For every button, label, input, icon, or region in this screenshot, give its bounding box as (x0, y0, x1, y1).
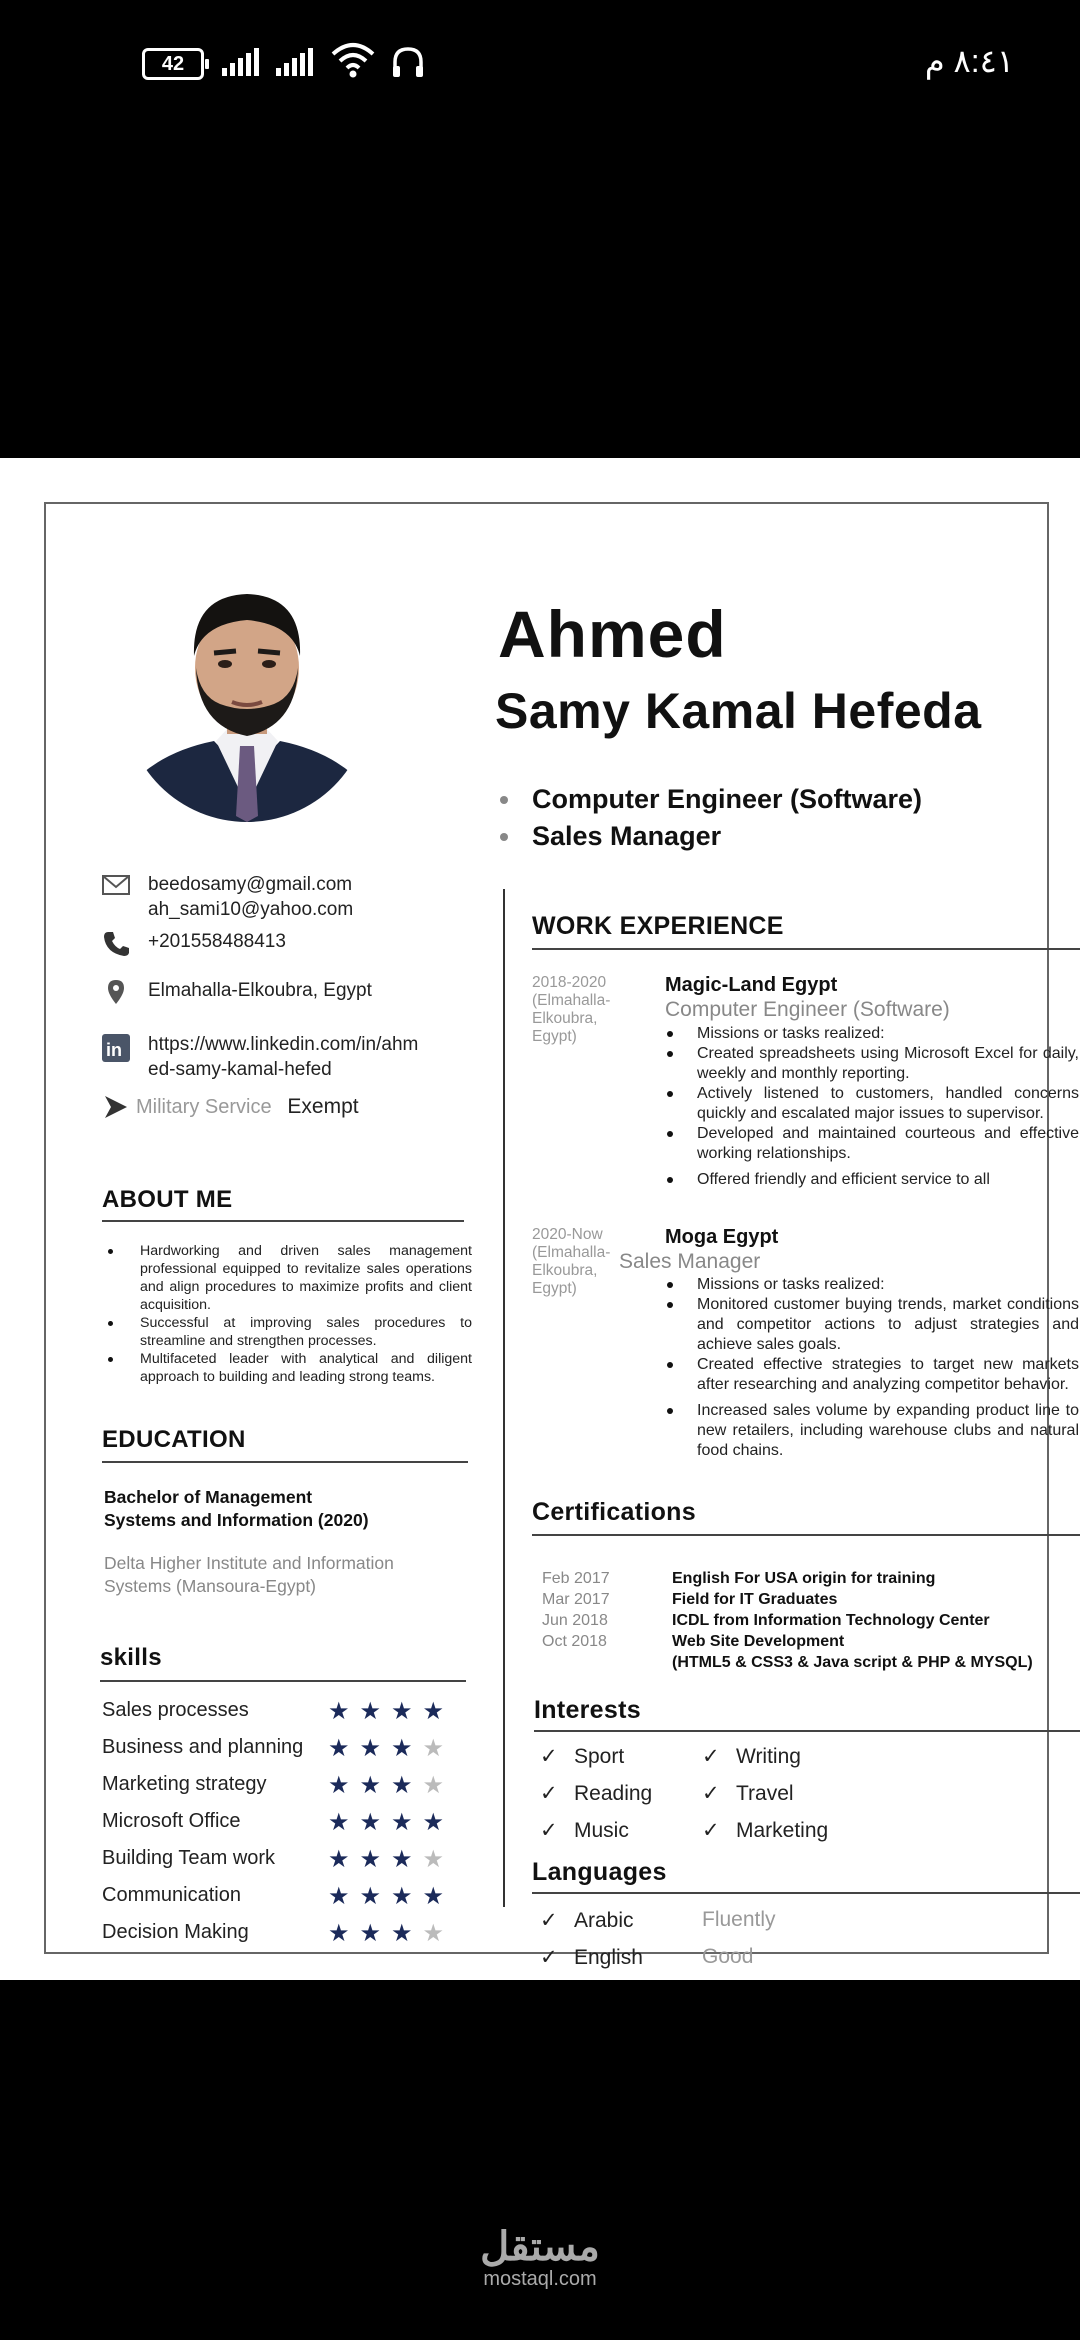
phone-icon (102, 929, 130, 957)
cert-title: Field for IT Graduates (672, 1591, 838, 1608)
star-empty-icon: ★ (422, 1735, 455, 1762)
star-empty-icon: ★ (422, 1846, 455, 1873)
location-text: Elmahalla-Elkoubra, Egypt (148, 980, 372, 1001)
education-heading: EDUCATION (102, 1426, 246, 1453)
interest-item (540, 1744, 624, 1769)
degree-line: Bachelor of Management (104, 1487, 313, 1507)
skill-rating (328, 1882, 454, 1911)
work-heading: WORK EXPERIENCE (532, 912, 784, 940)
skills-heading: skills (100, 1644, 162, 1671)
skill-row (102, 1810, 472, 1847)
skill-name: Business and planning (102, 1736, 304, 1758)
job-duties (665, 1275, 1079, 1461)
language-name: Arabic (574, 1909, 634, 1932)
languages-divider (532, 1892, 1080, 1894)
job-titles (498, 784, 922, 858)
military-value: Exempt (287, 1095, 359, 1118)
language-level: Fluently (702, 1908, 776, 1931)
skill-rating (328, 1734, 454, 1763)
language-item (540, 1945, 643, 1970)
language-level: Good (702, 1945, 754, 1968)
cert-title: ICDL from Information Technology Center (672, 1612, 990, 1629)
linkedin-url-line2: ed-samy-kamal-hefed (148, 1059, 332, 1080)
job-role: Computer Engineer (Software) (665, 998, 950, 1021)
location-pin-icon (102, 978, 130, 1006)
language-item (540, 1908, 634, 1933)
education-degree (104, 1486, 369, 1532)
check-icon: ✓ (540, 1909, 558, 1932)
interest-label: Travel (736, 1782, 794, 1805)
star-filled-icon: ★ (391, 1735, 423, 1762)
star-filled-icon: ★ (328, 1920, 360, 1947)
skill-row (102, 1773, 472, 1810)
star-filled-icon: ★ (328, 1735, 360, 1762)
cert-title: English For USA origin for training (672, 1570, 936, 1587)
degree-line: Systems and Information (2020) (104, 1510, 369, 1530)
job-date (532, 1226, 622, 1298)
interests-divider (534, 1730, 1080, 1732)
skill-row (102, 1736, 472, 1773)
check-icon: ✓ (702, 1819, 720, 1842)
certifications-heading: Certifications (532, 1498, 696, 1526)
star-filled-icon: ★ (391, 1846, 423, 1873)
star-filled-icon: ★ (391, 1883, 423, 1910)
job-duty: Developed and maintained courteous and effective working relationships. (665, 1124, 1079, 1164)
star-filled-icon: ★ (391, 1809, 423, 1836)
job-duties (665, 1024, 1079, 1190)
about-item: Successful at improving sales procedures to streamline and strengthen processes. (102, 1314, 472, 1350)
job-duty: Increased sales volume by expanding product line to new retailers, including warehouse clubs and natural food chains. (665, 1401, 1079, 1461)
star-filled-icon: ★ (422, 1883, 455, 1910)
brand-logo: مستقل (480, 2225, 600, 2269)
email-primary: beedosamy@gmail.com (148, 874, 353, 895)
skill-name: Building Team work (102, 1847, 276, 1869)
linkedin-icon (102, 1034, 130, 1062)
skill-row (102, 1847, 472, 1884)
skill-rating (328, 1771, 454, 1800)
star-filled-icon: ★ (422, 1698, 455, 1725)
languages-heading: Languages (532, 1858, 667, 1886)
svg-text:in: in (106, 1040, 122, 1060)
star-filled-icon: ★ (359, 1698, 392, 1725)
job-company: Magic-Land Egypt (665, 974, 838, 996)
interests-heading: Interests (534, 1696, 641, 1724)
clock: ٨:٤١ م (924, 43, 1014, 79)
skill-name: Sales processes (102, 1699, 249, 1721)
skill-rating (328, 1808, 454, 1837)
check-icon: ✓ (540, 1819, 558, 1842)
phone-number: +201558488413 (148, 931, 286, 952)
interest-label: Sport (574, 1745, 625, 1768)
job-years: 2020-Now (532, 1226, 603, 1243)
interest-item (540, 1781, 652, 1806)
job-duty: Offered friendly and efficient service to all (665, 1170, 1079, 1190)
status-bar (0, 0, 1080, 120)
headphones-icon (390, 44, 426, 80)
resume-frame (44, 502, 1079, 1969)
education-divider (102, 1461, 468, 1463)
job-title: Computer Engineer (Software) (498, 784, 922, 815)
certifications-divider (532, 1534, 1080, 1536)
skill-name: Communication (102, 1884, 241, 1906)
about-list (102, 1242, 472, 1386)
star-empty-icon: ★ (422, 1920, 455, 1947)
job-years: 2018-2020 (532, 974, 607, 991)
job-duty: Created spreadsheets using Microsoft Excel for daily, weekly and monthly reporting. (665, 1044, 1079, 1084)
skill-name: Marketing strategy (102, 1773, 267, 1795)
check-icon: ✓ (540, 1745, 558, 1768)
interest-label: Marketing (736, 1819, 829, 1842)
interest-item (702, 1781, 794, 1806)
skill-name: Decision Making (102, 1921, 249, 1943)
about-item: Hardworking and driven sales management professional equipped to revitalize sales operations and align procedures to maximize profits and client acquisition. (102, 1242, 472, 1314)
cert-title: Web Site Development (672, 1633, 845, 1650)
interest-item (702, 1818, 828, 1843)
job-duty: Monitored customer buying trends, market conditions and competitor actions to adjust strategies and achieve sales goals. (665, 1295, 1079, 1355)
star-filled-icon: ★ (359, 1846, 392, 1873)
job-duty: Missions or tasks realized: (665, 1275, 1079, 1295)
star-filled-icon: ★ (422, 1809, 455, 1836)
institute-line: Delta Higher Institute and Information (104, 1553, 394, 1573)
skill-rating (328, 1697, 454, 1726)
star-filled-icon: ★ (328, 1846, 360, 1873)
cert-date: Feb 2017 (542, 1570, 610, 1587)
check-icon: ✓ (540, 1946, 558, 1969)
check-icon: ✓ (540, 1782, 558, 1805)
star-filled-icon: ★ (328, 1772, 360, 1799)
star-filled-icon: ★ (328, 1698, 360, 1725)
star-filled-icon: ★ (391, 1698, 423, 1725)
cert-date: Mar 2017 (542, 1591, 610, 1608)
star-filled-icon: ★ (359, 1920, 392, 1947)
interest-label: Music (574, 1819, 629, 1842)
about-item: Multifaceted leader with analytical and diligent approach to building and leading strong teams. (102, 1350, 472, 1386)
job-place: (Elmahalla-Elkoubra, Egypt) (532, 992, 611, 1045)
star-filled-icon: ★ (328, 1809, 360, 1836)
cert-date: Oct 2018 (542, 1633, 607, 1650)
skill-name: Microsoft Office (102, 1810, 241, 1832)
interest-item (540, 1818, 629, 1843)
star-filled-icon: ★ (359, 1735, 392, 1762)
star-filled-icon: ★ (359, 1772, 392, 1799)
job-title: Sales Manager (498, 821, 922, 852)
email-secondary: ah_sami10@yahoo.com (148, 899, 354, 920)
first-name: Ahmed (498, 597, 727, 671)
signal-icon (222, 46, 262, 76)
interest-label: Reading (574, 1782, 653, 1805)
job-duty: Created effective strategies to target new markets after researching and analyzing competitor behavior. (665, 1355, 1079, 1395)
star-empty-icon: ★ (422, 1772, 455, 1799)
cert-extra: (HTML5 & CSS3 & Java script & PHP & MYSQL) (672, 1654, 1033, 1671)
job-place: (Elmahalla-Elkoubra, Egypt) (532, 1244, 611, 1297)
about-heading: ABOUT ME (102, 1186, 233, 1213)
job-date (532, 974, 622, 1046)
interest-item (702, 1744, 801, 1769)
job-duty: Missions or tasks realized: (665, 1024, 1079, 1044)
skill-rating (328, 1845, 454, 1874)
signal-icon-2 (276, 46, 316, 76)
interest-label: Writing (736, 1745, 801, 1768)
work-divider (532, 948, 1080, 950)
brand-url: mostaql.com (483, 2268, 597, 2290)
institute-line: Systems (Mansoura-Egypt) (104, 1576, 317, 1596)
arrow-right-icon (102, 1093, 130, 1121)
mail-icon (102, 871, 130, 899)
check-icon: ✓ (702, 1782, 720, 1805)
star-filled-icon: ★ (391, 1920, 423, 1947)
skills-list (102, 1699, 472, 1958)
about-divider (102, 1220, 464, 1222)
military-label: Military Service (136, 1096, 272, 1118)
resume-image[interactable] (0, 458, 1080, 1980)
job-company: Moga Egypt (665, 1226, 779, 1248)
job-role: Sales Manager (619, 1250, 761, 1273)
full-name: Samy Kamal Hefeda (495, 683, 982, 739)
skills-divider (100, 1680, 466, 1682)
job-duty: Actively listened to customers, handled concerns quickly and escalated major issues to supervisor. (665, 1084, 1079, 1124)
skill-row (102, 1884, 472, 1921)
skill-row (102, 1699, 472, 1736)
star-filled-icon: ★ (391, 1772, 423, 1799)
battery-icon: 42 (142, 48, 204, 80)
star-filled-icon: ★ (328, 1883, 360, 1910)
skill-row (102, 1921, 472, 1958)
profile-photo (124, 576, 370, 822)
wifi-icon (330, 40, 376, 80)
star-filled-icon: ★ (359, 1883, 392, 1910)
education-institute (104, 1552, 394, 1598)
cert-date: Jun 2018 (542, 1612, 608, 1629)
language-name: English (574, 1946, 643, 1969)
check-icon: ✓ (702, 1745, 720, 1768)
linkedin-url-line1: https://www.linkedin.com/in/ahm (148, 1034, 419, 1055)
star-filled-icon: ★ (359, 1809, 392, 1836)
skill-rating (328, 1919, 454, 1948)
